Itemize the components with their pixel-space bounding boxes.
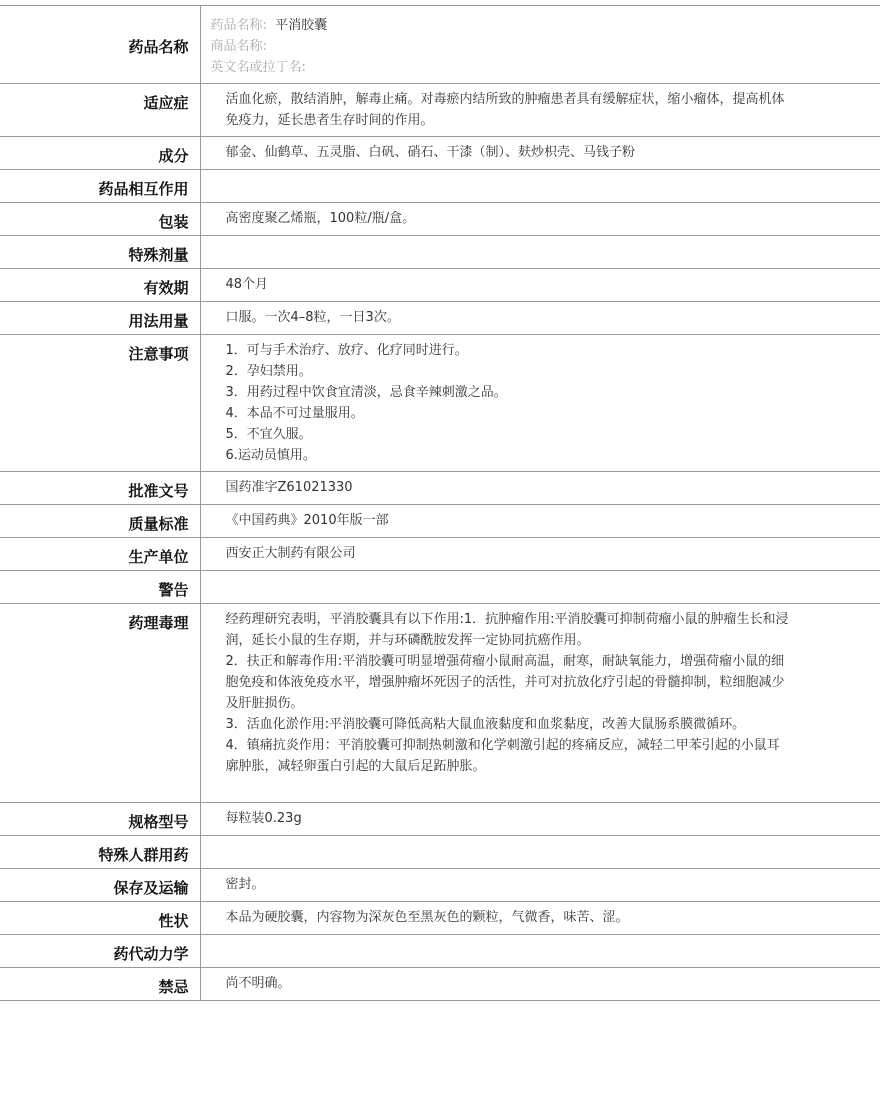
row-indications <box>0 84 880 137</box>
row-label: 用法用量 <box>0 302 200 335</box>
precaution-line: 3．用药过程中饮食宜清淡，忌食辛辣刺激之品。 <box>225 385 507 400</box>
row-value: 48个月 <box>200 269 880 302</box>
row-label: 特殊人群用药 <box>0 836 200 869</box>
row-value: 本品为硬胶囊，内容物为深灰色至黑灰色的颗粒，气微香，味苦、涩。 <box>200 902 880 935</box>
row-contraindications <box>0 968 880 1001</box>
row-value: 西安正大制药有限公司 <box>200 538 880 571</box>
row-manufacturer <box>0 538 880 571</box>
row-label: 质量标准 <box>0 505 200 538</box>
generic-name-value: 平消胶囊 <box>275 18 328 33</box>
row-ingredients <box>0 137 880 170</box>
row-label: 药理毒理 <box>0 604 200 803</box>
row-value: 《中国药典》2010年版一部 <box>200 505 880 538</box>
row-label: 生产单位 <box>0 538 200 571</box>
row-pharmacology <box>0 604 880 803</box>
row-label: 保存及运输 <box>0 869 200 902</box>
row-value: 郁金、仙鹤草、五灵脂、白矾、硝石、干漆（制）、麸炒枳壳、马钱子粉 <box>200 137 880 170</box>
row-drug-name <box>0 6 880 84</box>
row-value: 高密度聚乙烯瓶，100粒/瓶/盒。 <box>200 203 880 236</box>
precaution-line: 4．本品不可过量服用。 <box>225 406 364 421</box>
row-special-groups <box>0 836 880 869</box>
row-expiry <box>0 269 880 302</box>
pharmacology-paragraph: 3．活血化淤作用:平消胶囊可降低高粘大鼠血液黏度和血浆黏度，改善大鼠肠系膜微循环。 <box>225 717 746 732</box>
row-usage <box>0 302 880 335</box>
row-appearance <box>0 902 880 935</box>
row-value <box>200 836 880 869</box>
row-approval <box>0 472 880 505</box>
row-label: 性状 <box>0 902 200 935</box>
row-precautions <box>0 335 880 472</box>
row-packaging <box>0 203 880 236</box>
row-label: 药品名称 <box>0 6 200 84</box>
drug-name-block <box>200 6 880 84</box>
row-value: 国药准字Z61021330 <box>200 472 880 505</box>
row-value: 活血化瘀，散结消肿，解毒止痛。对毒瘀内结所致的肿瘤患者具有缓解症状，缩小瘤体，提高机体免疫力，延长患者生存时间的作用。 <box>200 84 880 137</box>
trade-name-label: 商品名称: <box>210 39 267 54</box>
row-label: 禁忌 <box>0 968 200 1001</box>
row-special-dosage <box>0 236 880 269</box>
english-name-label: 英文名或拉丁名: <box>210 60 306 75</box>
drug-info-sheet <box>0 5 880 1001</box>
row-standard <box>0 505 880 538</box>
row-spec <box>0 803 880 836</box>
pharmacology-paragraph: 2．扶正和解毒作用:平消胶囊可明显增强荷瘤小鼠耐高温，耐寒，耐缺氧能力，增强荷瘤小鼠的细胞免疫和体液免疫水平，增强肿瘤坏死因子的活性，并可对抗放化疗引起的骨髓抑制，粒细胞减少及肝脏损伤。 <box>225 654 785 711</box>
row-label: 药品相互作用 <box>0 170 200 203</box>
row-value <box>200 236 880 269</box>
precaution-line: 2．孕妇禁用。 <box>225 364 312 379</box>
pharmacology-paragraph: 经药理研究表明，平消胶囊具有以下作用:1．抗肿瘤作用:平消胶囊可抑制荷瘤小鼠的肿瘤生长和浸润，延长小鼠的生存期，并与环磷酰胺发挥一定协同抗癌作用。 <box>225 612 789 648</box>
row-storage <box>0 869 880 902</box>
row-label: 特殊剂量 <box>0 236 200 269</box>
precaution-line: 5．不宜久服。 <box>225 427 312 442</box>
row-value: 口服。一次4–8粒，一日3次。 <box>200 302 880 335</box>
row-label: 药代动力学 <box>0 935 200 968</box>
row-value <box>200 170 880 203</box>
generic-name-label: 药品名称: <box>210 18 267 33</box>
pharmacology-paragraph: 4．镇痛抗炎作用：平消胶囊可抑制热刺激和化学刺激引起的疼痛反应，减轻二甲苯引起的小鼠耳廓肿胀，减轻卵蛋白引起的大鼠后足跖肿胀。 <box>225 738 780 774</box>
row-interactions <box>0 170 880 203</box>
row-label: 注意事项 <box>0 335 200 472</box>
drug-info-table <box>0 5 880 1001</box>
row-label: 警告 <box>0 571 200 604</box>
precaution-line: 6.运动员慎用。 <box>225 448 316 463</box>
row-label: 包装 <box>0 203 200 236</box>
row-label: 适应症 <box>0 84 200 137</box>
row-value <box>200 604 880 803</box>
row-value: 密封。 <box>200 869 880 902</box>
row-warning <box>0 571 880 604</box>
row-value <box>200 571 880 604</box>
row-label: 有效期 <box>0 269 200 302</box>
row-pharmacokinetics <box>0 935 880 968</box>
row-value <box>200 335 880 472</box>
row-label: 规格型号 <box>0 803 200 836</box>
row-value: 尚不明确。 <box>200 968 880 1001</box>
row-label: 批准文号 <box>0 472 200 505</box>
row-value <box>200 935 880 968</box>
row-label: 成分 <box>0 137 200 170</box>
precaution-line: 1．可与手术治疗、放疗、化疗同时进行。 <box>225 343 468 358</box>
row-value: 每粒装0.23g <box>200 803 880 836</box>
